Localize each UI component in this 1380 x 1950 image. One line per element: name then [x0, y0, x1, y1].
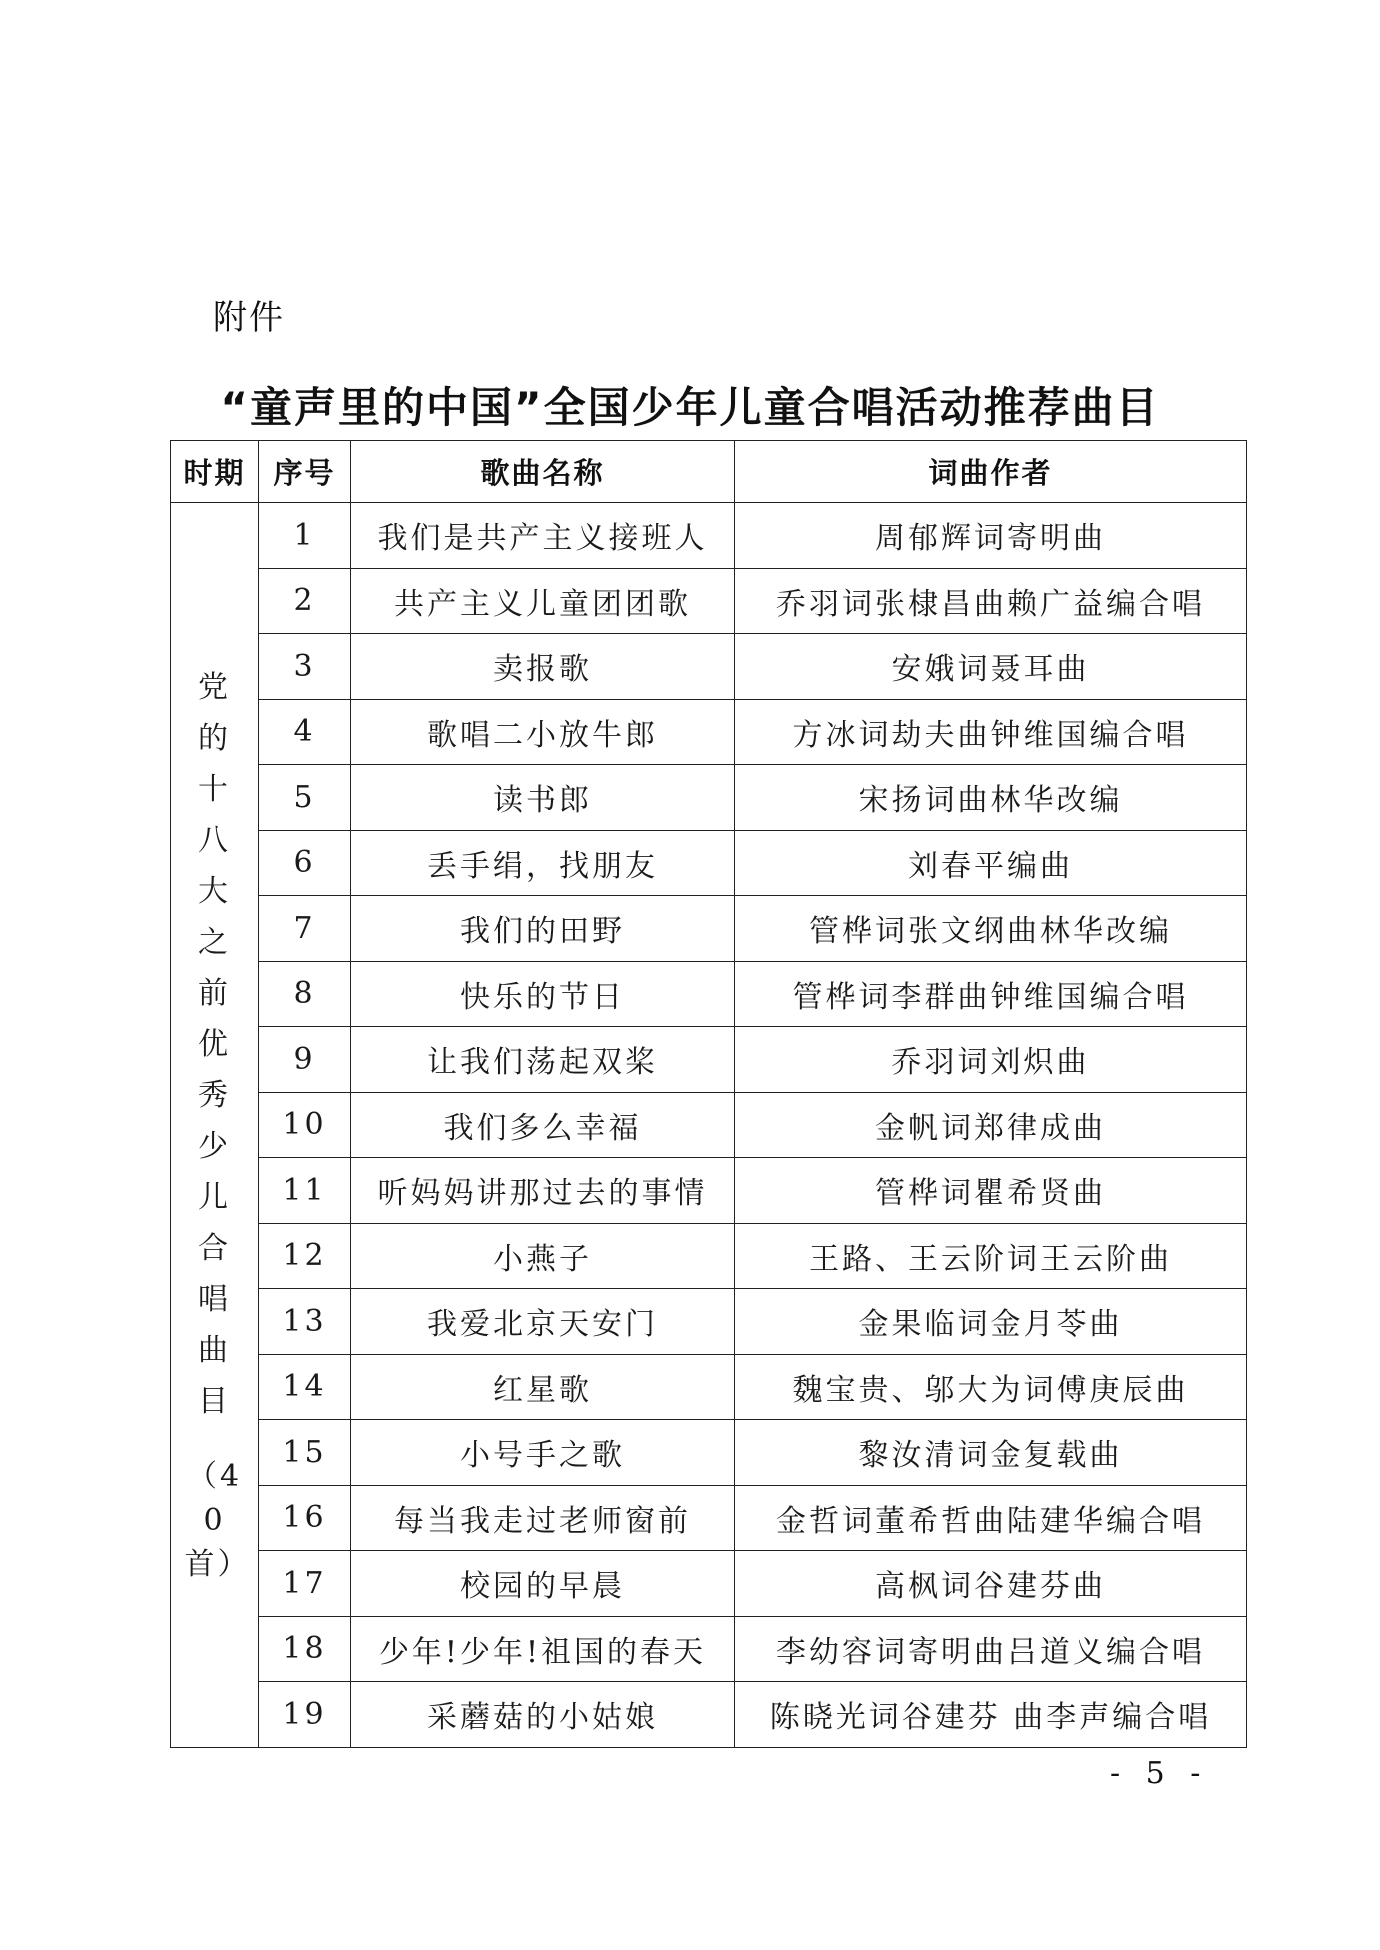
table-row — [171, 1354, 1247, 1420]
song-title: 小号手之歌 — [351, 1420, 735, 1486]
song-authors: 宋扬词曲林华改编 — [735, 765, 1247, 831]
table-row — [171, 568, 1247, 634]
song-authors: 乔羽词张棣昌曲赖广益编合唱 — [735, 568, 1247, 634]
table-row — [171, 1158, 1247, 1224]
song-authors: 方冰词劫夫曲钟维国编合唱 — [735, 699, 1247, 765]
period-label: 党的十八大之前优秀少儿合唱曲目 — [198, 670, 231, 1420]
row-number: 16 — [259, 1485, 351, 1551]
table-row — [171, 830, 1247, 896]
document-title: “童声里的中国”全国少年儿童合唱活动推荐曲目 — [220, 383, 1160, 432]
song-authors: 乔羽词刘炽曲 — [735, 1027, 1247, 1093]
song-authors: 王路、王云阶词王云阶曲 — [735, 1223, 1247, 1289]
song-authors: 管桦词张文纲曲林华改编 — [735, 896, 1247, 962]
song-authors: 李幼容词寄明曲吕道义编合唱 — [735, 1616, 1247, 1682]
row-number: 3 — [259, 634, 351, 700]
table-row — [171, 1551, 1247, 1617]
header-number: 序号 — [259, 441, 351, 503]
song-title: 听妈妈讲那过去的事情 — [351, 1158, 735, 1224]
song-authors: 周郁辉词寄明曲 — [735, 503, 1247, 569]
table-row — [171, 1289, 1247, 1355]
song-title: 小燕子 — [351, 1223, 735, 1289]
table-row — [171, 1027, 1247, 1093]
attachment-label: 附件 — [213, 298, 285, 338]
song-title: 每当我走过老师窗前 — [351, 1485, 735, 1551]
table-row — [171, 1485, 1247, 1551]
row-number: 12 — [259, 1223, 351, 1289]
header-period: 时期 — [171, 441, 259, 503]
row-number: 17 — [259, 1551, 351, 1617]
song-title: 少年!少年!祖国的春天 — [351, 1616, 735, 1682]
row-number: 15 — [259, 1420, 351, 1486]
song-authors: 管桦词李群曲钟维国编合唱 — [735, 961, 1247, 1027]
song-authors: 管桦词瞿希贤曲 — [735, 1158, 1247, 1224]
row-number: 8 — [259, 961, 351, 1027]
song-title: 共产主义儿童团团歌 — [351, 568, 735, 634]
table-row — [171, 961, 1247, 1027]
song-title: 读书郎 — [351, 765, 735, 831]
song-authors: 刘春平编曲 — [735, 830, 1247, 896]
table-row — [171, 634, 1247, 700]
song-title: 校园的早晨 — [351, 1551, 735, 1617]
row-number: 7 — [259, 896, 351, 962]
song-authors: 魏宝贵、邬大为词傅庚辰曲 — [735, 1354, 1247, 1420]
song-authors: 高枫词谷建芬曲 — [735, 1551, 1247, 1617]
song-title: 采蘑菇的小姑娘 — [351, 1682, 735, 1748]
row-number: 10 — [259, 1092, 351, 1158]
song-title: 我爱北京天安门 — [351, 1289, 735, 1355]
row-number: 5 — [259, 765, 351, 831]
table-row — [171, 1223, 1247, 1289]
song-authors: 安娥词聂耳曲 — [735, 634, 1247, 700]
song-title: 丢手绢，找朋友 — [351, 830, 735, 896]
row-number: 1 — [259, 503, 351, 569]
row-number: 11 — [259, 1158, 351, 1224]
song-table — [170, 440, 1247, 1748]
table-row — [171, 503, 1247, 569]
song-title: 我们的田野 — [351, 896, 735, 962]
header-song-title: 歌曲名称 — [351, 441, 735, 503]
row-number: 6 — [259, 830, 351, 896]
row-number: 9 — [259, 1027, 351, 1093]
table-row — [171, 699, 1247, 765]
row-number: 2 — [259, 568, 351, 634]
table-body — [171, 503, 1247, 1748]
table-row — [171, 1420, 1247, 1486]
song-authors: 金帆词郑律成曲 — [735, 1092, 1247, 1158]
song-title: 快乐的节日 — [351, 961, 735, 1027]
period-cell — [171, 503, 259, 1748]
table-row — [171, 896, 1247, 962]
page-number: - 5 - — [1110, 1756, 1209, 1791]
song-authors: 金哲词董希哲曲陆建华编合唱 — [735, 1485, 1247, 1551]
table-row — [171, 1682, 1247, 1748]
song-title: 让我们荡起双桨 — [351, 1027, 735, 1093]
song-title: 我们多么幸福 — [351, 1092, 735, 1158]
song-authors: 陈晓光词谷建芬 曲李声编合唱 — [735, 1682, 1247, 1748]
table-header-row — [171, 441, 1247, 503]
row-number: 13 — [259, 1289, 351, 1355]
row-number: 14 — [259, 1354, 351, 1420]
song-title: 红星歌 — [351, 1354, 735, 1420]
table-row — [171, 1616, 1247, 1682]
row-number: 19 — [259, 1682, 351, 1748]
song-authors: 黎汝清词金复载曲 — [735, 1420, 1247, 1486]
song-authors: 金果临词金月苓曲 — [735, 1289, 1247, 1355]
table-row — [171, 1092, 1247, 1158]
song-title: 卖报歌 — [351, 634, 735, 700]
song-title: 歌唱二小放牛郎 — [351, 699, 735, 765]
table-row — [171, 765, 1247, 831]
period-count: （40首） — [184, 1459, 251, 1583]
header-authors: 词曲作者 — [735, 441, 1247, 503]
song-title: 我们是共产主义接班人 — [351, 503, 735, 569]
row-number: 18 — [259, 1616, 351, 1682]
row-number: 4 — [259, 699, 351, 765]
